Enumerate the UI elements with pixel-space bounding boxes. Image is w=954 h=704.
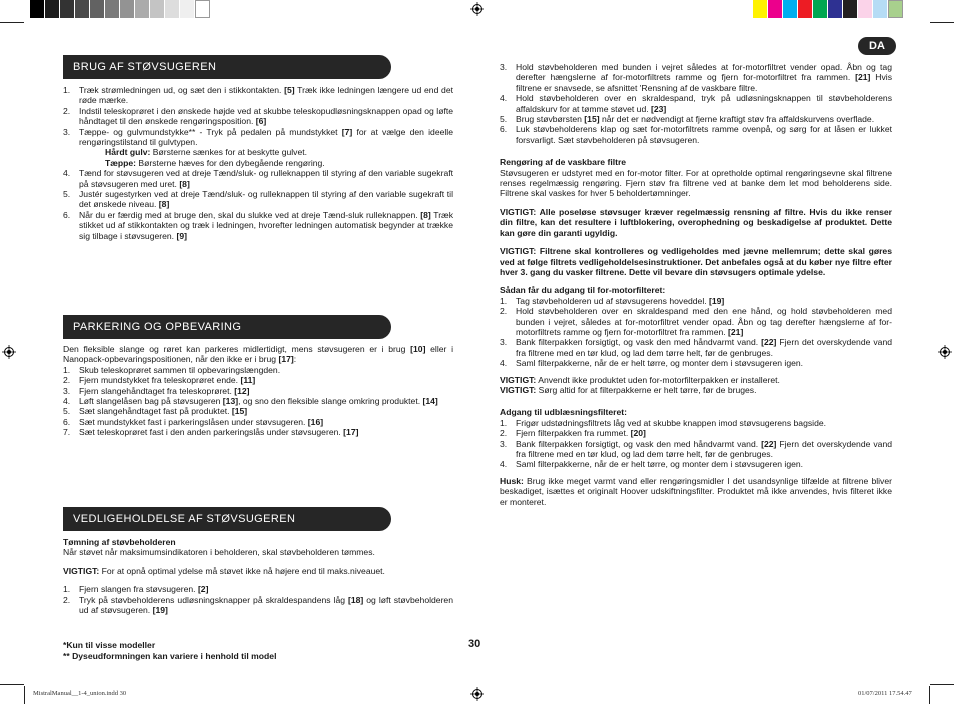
color-swatch (753, 0, 768, 18)
gray-swatch (30, 0, 45, 18)
crop-mark (930, 22, 954, 23)
maintenance-section (63, 537, 453, 615)
registration-mark-right (938, 345, 952, 359)
list-item: 1. Skub teleskoprøret sammen til opbevaringslængden. (63, 364, 281, 375)
usage-section (63, 85, 453, 241)
section-header-parking (63, 315, 391, 339)
color-swatch (783, 0, 798, 18)
language-badge: DA (858, 37, 896, 55)
crop-mark (930, 684, 954, 685)
file-slug: MistralManual__1-4_union.indd 30 (33, 690, 127, 697)
gray-swatch (105, 0, 120, 18)
warning: VIGTIGT: Sørg altid for at filterpakkerne er helt tørre, før de bruges. (500, 384, 757, 395)
usage-steps (63, 85, 453, 241)
paragraph: Støvsugeren er udstyret med en for-motor filter. For at opretholde optimal rengøringsevne skal filtrene renses regelmæssig rengøring. Fjern støv fra filtrene ved at banke dem let mod beholderens side. Filtrene skal vaskes for hver 5 beholdertømninger. (500, 167, 892, 199)
gray-swatch (120, 0, 135, 18)
list-item: 2. Fjern filterpakken fra rummet. [20] (500, 428, 646, 439)
list-item: 2. Tryk på støvbeholderens udløsningsknapper på skraldespandens låg [18] og løft støvbeholderen ud af støvsugeren. [19] (63, 594, 453, 616)
emptying-steps (63, 584, 453, 615)
list-item: 2. Fjern mundstykket fra teleskoprøret ende. [11] (63, 375, 256, 386)
color-swatch (888, 0, 903, 18)
list-item: 2. Hold støvbeholderen over en skraldespand med den ene hånd, og hold støvbeholderen med bunden i vejret, således at for-motorfiltret vender opad. Åbn og tag derefter hængslerne af for-motorfiltrets ramme og fjern for-motorfiltret fra rammen. [21] (500, 306, 892, 337)
list-item: 5. Sæt slangehåndtaget fast på produktet. [15] (63, 406, 248, 417)
footnote: ** Dyseudformningen kan variere i henhold til model (63, 651, 277, 661)
crop-mark (0, 22, 24, 23)
color-swatch (873, 0, 888, 18)
list-item: 3. Bank filterpakken forsigtigt, og vask den med håndvarmt vand. [22] Fjern det overskydende vand fra filtrene med en tør klud, og lad dem tørre helt, før de genbruges. (500, 438, 892, 459)
exhaust-steps (500, 418, 892, 470)
list-item: 4. Saml filterpakkerne, når de er helt tørre, og monter dem i støvsugeren igen. (500, 459, 804, 470)
list-item: 1. Fjern slangen fra støvsugeren. [2] (63, 584, 209, 595)
list-item: 6. Sæt mundstykket fast i parkeringslåsen under støvsugeren. [16] (63, 416, 324, 427)
list-item: 6. Når du er færdig med at bruge den, skal du slukke ved at dreje Tænd-sluk rulleknappen. [8] Træk stikket ud af stikkontakten og træk i ledningen, hvorefter ledningen automatisk begynder at trække sig tilbage i støvsugeren. [9] (63, 209, 453, 241)
emptying-steps-continued (500, 62, 892, 145)
section-title: PARKERING OG OPBEVARING (73, 321, 242, 333)
footnote: *Kun til visse modeller (63, 640, 156, 650)
warning: VIGTIGT: Filtrene skal kontrolleres og vedligeholdes med jævne mellemrum; dette skal gøres ved at følge filtrets vedligeholdelsesinstruktioner. Det anbefales også at du køber nye filtre efter hver 3. gang du vasker filtrene. Dette vil bevare din støvsugers optimale ydelse. (500, 246, 892, 277)
gray-swatch (75, 0, 90, 18)
registration-mark-bottom (470, 687, 484, 701)
section-header-maintenance (63, 507, 391, 531)
list-item: 3. Tæppe- og gulvmundstykke** - Tryk på pedalen på mundstykket [7] for at vælge den ideelle rengøringstilstand til gulvtypen. Hårdt gulv: Børsterne sænkes for at beskytte gulvet. Tæppe: Børsterne hæves for den dybegående rengøring. (63, 126, 453, 168)
list-item: 3. Fjern slangehåndtaget fra teleskoprøret. [12] (63, 385, 250, 396)
carpet-note: Tæppe: Børsterne hæves for den dybegående rengøring. (105, 157, 325, 168)
gray-swatch (180, 0, 195, 18)
list-item: 5. Justér sugestyrken ved at dreje Tænd/sluk- og rulleknappen til styring af den variable sugekraft til det ønskede niveau. [8] (63, 189, 453, 210)
list-item: 3. Hold støvbeholderen med bunden i vejret således at for-motorfiltret vender opad. Åbn og tag derefter hængslerne af for-motorfiltrets ramme og fjern for-motorfiltret fra rammen. [21] Hvis filtrene er snavsede, se afsnittet 'Rensning af de vaskbare filtre. (500, 62, 892, 93)
date-slug: 01/07/2011 17.54.47 (858, 690, 912, 697)
list-item: 3. Bank filterpakken forsigtigt, og vask den med håndvarmt vand. [22] Fjern det overskydende vand fra filtrene med en tør klud, og lad dem tørre helt, før de genbruges. (500, 337, 892, 358)
color-swatch (813, 0, 828, 18)
list-item: 1. Træk strømledningen ud, og sæt den i stikkontakten. [5] Træk ikke ledningen længere ud end det røde mærke. (63, 85, 453, 106)
gray-swatch (60, 0, 75, 18)
color-swatch (828, 0, 843, 18)
warning: VIGTIGT: Alle poseløse støvsuger kræver regelmæssig rensning af filtre. Hvis du ikke renser din filtre, kan det resultere i luftblokering, overophedning og beskadigelse af produktet. Dette kan gøre din garanti ugyldig. (500, 206, 892, 238)
color-swatch (768, 0, 783, 18)
sub-heading: Adgang til udblæsningsfilteret: (500, 407, 627, 418)
list-item: 4. Tænd for støvsugeren ved at dreje Tænd/sluk- og rulleknappen til styring af den variable sugekraft på støvsugeren med uret. [8] (63, 168, 453, 189)
gray-swatch (150, 0, 165, 18)
section-title: VEDLIGEHOLDELSE AF STØVSUGEREN (73, 513, 296, 525)
sub-heading: Tømning af støvbeholderen (63, 537, 176, 547)
premotor-steps (500, 296, 892, 369)
gray-swatch (135, 0, 150, 18)
registration-mark-top (470, 2, 484, 16)
color-calibration-bar (753, 0, 903, 18)
list-item: 4. Løft slangelåsen bag på støvsugeren [13], og sno den fleksible slange omkring produktet. [14] (63, 396, 438, 407)
crop-mark (0, 684, 24, 685)
color-swatch (858, 0, 873, 18)
gray-calibration-bar (30, 0, 210, 18)
color-swatch (843, 0, 858, 18)
parking-section (63, 344, 453, 438)
gray-swatch (45, 0, 60, 18)
paragraph: Når støvet når maksimumsindikatoren i beholderen, skal støvbeholderen tømmes. (63, 547, 375, 558)
parking-steps (63, 365, 453, 438)
list-item: 5. Brug støvbørsten [15] når det er nødvendigt at fjerne kraftigt støv fra affaldskurvens overflade. (500, 114, 875, 125)
sub-heading: Sådan får du adgang til for-motorfilteret: (500, 285, 666, 296)
section-header-usage (63, 55, 391, 79)
list-item: 1. Frigør udstødningsfiltrets låg ved at skubbe knappen imod støvsugerens bagside. (500, 417, 827, 428)
page-number: 30 (468, 638, 481, 650)
registration-mark-left (2, 345, 16, 359)
list-item: 1. Tag støvbeholderen ud af støvsugerens hoveddel. [19] (500, 295, 725, 306)
right-column (500, 62, 892, 507)
gray-swatch (90, 0, 105, 18)
warning: VIGTIGT: Anvendt ikke produktet uden for-motorfilterpakken er installeret. (500, 374, 780, 385)
footnotes (63, 640, 276, 662)
crop-mark (929, 686, 930, 704)
list-item: 4. Saml filterpakkerne, når de er helt tørre, og monter dem i støvsugeren igen. (500, 358, 804, 369)
list-item: 2. Indstil teleskoprøret i den ønskede højde ved at skubbe teleskopudløsningsknappen opad og løfte håndtaget til den ønskede rengøringsposition. [6] (63, 105, 453, 127)
list-item: 4. Hold støvbeholderen over en skraldespand, tryk på udløsningsknappen til støvbeholderens affaldskurv for at tømme støvet ud. [23] (500, 93, 892, 114)
section-title: BRUG AF STØVSUGEREN (73, 61, 217, 73)
crop-mark (24, 686, 25, 704)
sub-heading: Rengøring af de vaskbare filtre (500, 157, 627, 168)
note: Husk: Brug ikke meget varmt vand eller rengøringsmidler I det usandsynlige tilfælde at filtrene bliver beskadiget, isættes et originalt Hoover udskiftningsfilter. Produktet må ikke anvendes, hvis filteret ikke er monteret. (500, 475, 892, 507)
parking-intro: Den fleksible slange og røret kan parkeres midlertidigt, mens støvsugeren er i brug [10] eller i Nanopack-opbevaringspositionen, når den ikke er i brug [17]: (63, 344, 453, 365)
gray-swatch (165, 0, 180, 18)
color-swatch (798, 0, 813, 18)
warning: VIGTIGT: For at opnå optimal ydelse må støvet ikke nå højere end til maks.niveauet. (63, 565, 385, 576)
list-item: 6. Luk støvbeholderens klap og sæt for-motorfiltrets ramme ovenpå, og sørg for at låsen er lukket forsvarligt. Sæt støvbeholderen på støvsugeren. (500, 124, 892, 145)
hard-floor-note: Hårdt gulv: Børsterne sænkes for at beskytte gulvet. (105, 147, 308, 158)
gray-swatch (195, 0, 210, 18)
list-item: 7. Sæt teleskoprøret fast i den anden parkeringslås under støvsugeren. [17] (63, 427, 359, 438)
